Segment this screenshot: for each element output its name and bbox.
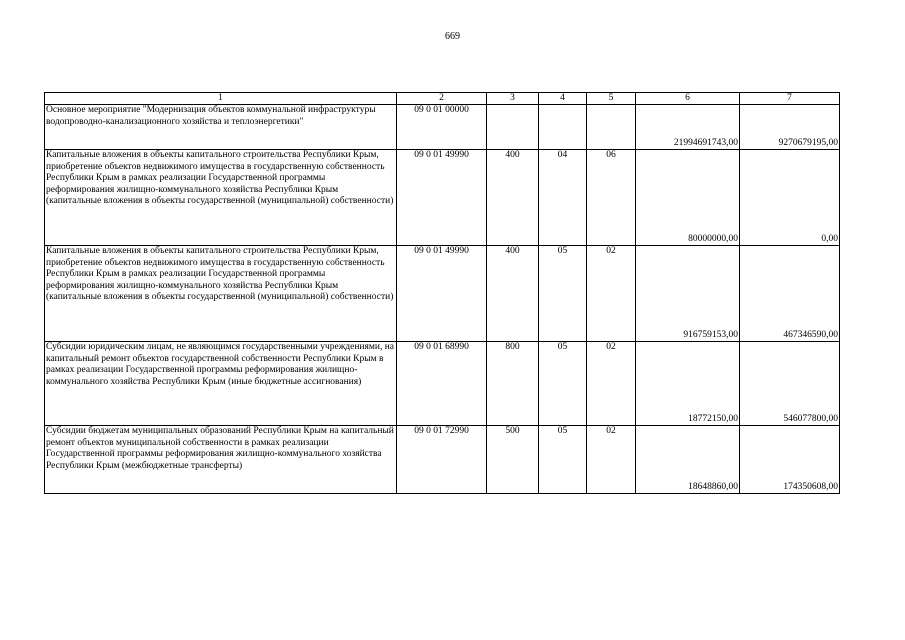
target-article-cell: 09 0 01 72990	[397, 426, 487, 494]
column-header: 7	[740, 93, 840, 105]
column-header: 4	[539, 93, 587, 105]
target-article-cell: 09 0 01 00000	[397, 105, 487, 150]
expense-type-cell: 800	[487, 342, 539, 426]
expense-name-cell: Капитальные вложения в объекты капитального строительства Республики Крым, приобретение объектов недвижимого имущества в государственную собственность Республики Крым в рамках реализации Государственной программы реформирования жилищно-коммунального хозяйства Республики Крым (капитальные вложения в объекты государственной (муниципальной) собственности)	[45, 150, 397, 246]
subsection-cell: 06	[587, 150, 636, 246]
section-cell: 05	[539, 426, 587, 494]
amount-year-1-cell: 80000000,00	[636, 150, 740, 246]
target-article-cell: 09 0 01 49990	[397, 150, 487, 246]
subsection-cell: 02	[587, 246, 636, 342]
page-number: 669	[445, 31, 460, 42]
column-header: 1	[45, 93, 397, 105]
expense-name-cell: Субсидии юридическим лицам, не являющимся государственными учреждениями, на капитальный ремонт объектов государственной собственности Республики Крым в рамках реализации Государственной программы реформирования жилищно-коммунального хозяйства Республики Крым (иные бюджетные ассигнования)	[45, 342, 397, 426]
expense-type-cell: 400	[487, 246, 539, 342]
section-cell: 05	[539, 246, 587, 342]
table-row	[45, 246, 840, 342]
amount-year-1-cell: 18772150,00	[636, 342, 740, 426]
section-cell: 04	[539, 150, 587, 246]
amount-year-2-cell: 467346590,00	[740, 246, 840, 342]
table-row	[45, 105, 840, 150]
expense-name-cell: Основное мероприятие "Модернизация объектов коммунальной инфраструктуры водопроводно-канализационного хозяйства и теплоэнергетики"	[45, 105, 397, 150]
table-row	[45, 342, 840, 426]
table-row	[45, 150, 840, 246]
expense-type-cell: 400	[487, 150, 539, 246]
expense-type-cell	[487, 105, 539, 150]
amount-year-2-cell: 174350608,00	[740, 426, 840, 494]
amount-year-2-cell: 546077800,00	[740, 342, 840, 426]
column-header: 5	[587, 93, 636, 105]
table-row	[45, 426, 840, 494]
column-header: 3	[487, 93, 539, 105]
subsection-cell: 02	[587, 342, 636, 426]
expense-type-cell: 500	[487, 426, 539, 494]
amount-year-2-cell: 0,00	[740, 150, 840, 246]
subsection-cell: 02	[587, 426, 636, 494]
column-header: 2	[397, 93, 487, 105]
section-cell	[539, 105, 587, 150]
amount-year-1-cell: 916759153,00	[636, 246, 740, 342]
amount-year-1-cell: 21994691743,00	[636, 105, 740, 150]
budget-table	[44, 92, 840, 494]
section-cell: 05	[539, 342, 587, 426]
subsection-cell	[587, 105, 636, 150]
expense-name-cell: Капитальные вложения в объекты капитального строительства Республики Крым, приобретение объектов недвижимого имущества в государственную собственность Республики Крым в рамках реализации Государственной программы реформирования жилищно-коммунального хозяйства Республики Крым (капитальные вложения в объекты государственной (муниципальной) собственности)	[45, 246, 397, 342]
target-article-cell: 09 0 01 68990	[397, 342, 487, 426]
amount-year-2-cell: 9270679195,00	[740, 105, 840, 150]
column-header: 6	[636, 93, 740, 105]
amount-year-1-cell: 18648860,00	[636, 426, 740, 494]
expense-name-cell: Субсидии бюджетам муниципальных образований Республики Крым на капитальный ремонт объектов муниципальной собственности в рамках реализации Государственной программы реформирования жилищно-коммунального хозяйства Республики Крым (межбюджетные трансферты)	[45, 426, 397, 494]
header-row	[45, 93, 840, 105]
target-article-cell: 09 0 01 49990	[397, 246, 487, 342]
